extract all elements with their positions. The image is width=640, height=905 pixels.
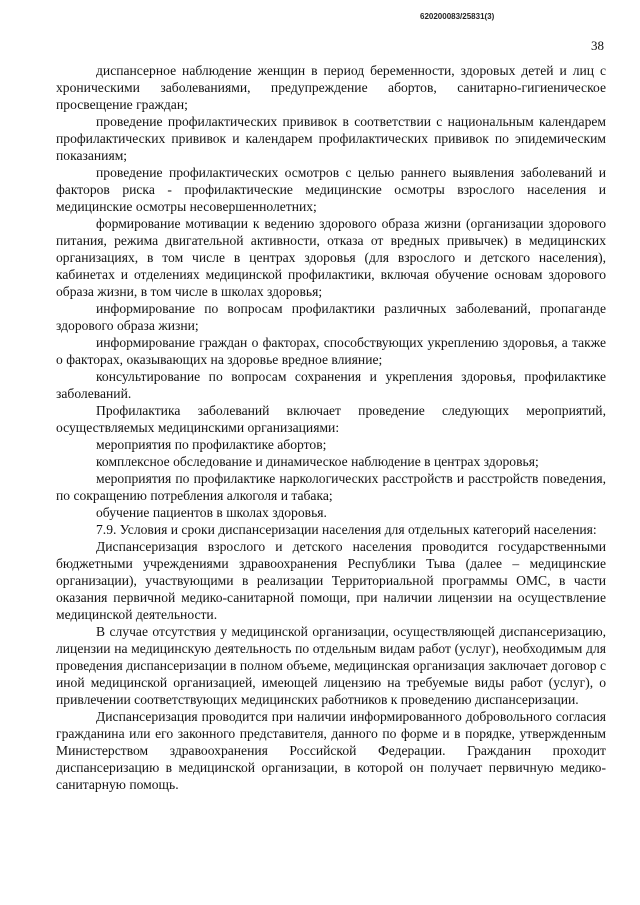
paragraph-5: информирование по вопросам профилактики различных заболеваний, пропаганде здорового образа жизни;	[56, 301, 606, 333]
paragraph-1: диспансерное наблюдение женщин в период беременности, здоровых детей и лиц с хроническими заболеваниями, предупреждение абортов, санитарно-гигиеническое просвещение граждан;	[56, 63, 606, 112]
paragraph-8: Профилактика заболеваний включает проведение следующих мероприятий, осуществляемых медицинскими организациями:	[56, 403, 606, 435]
paragraph-4: формирование мотивации к ведению здорового образа жизни (организации здорового питания, режима двигательной активности, отказа от вредных привычек) в медицинских организациях, в том числе в центрах здоровья (для взрослого и детского населения), кабинетах и отделениях медицинской профилактики, включая обучение основам здорового образа жизни, в том числе в школах здоровья;	[56, 216, 606, 299]
paragraph-3: проведение профилактических осмотров с целью раннего выявления заболеваний и факторов риска - профилактические медицинские осмотры взрослого населения и медицинские осмотры несовершеннолетних;	[56, 165, 606, 214]
document-id: 620200083/25831(3)	[420, 12, 495, 21]
paragraph-7: консультирование по вопросам сохранения и укрепления здоровья, профилактике заболеваний.	[56, 369, 606, 401]
section-7-9-heading: 7.9. Условия и сроки диспансеризации населения для отдельных категорий населения:	[96, 522, 597, 537]
paragraph-11: мероприятия по профилактике наркологических расстройств и расстройств поведения, по сокращению потребления алкоголя и табака;	[56, 471, 606, 503]
paragraph-6: информирование граждан о факторах, способствующих укреплению здоровья, а также о факторах, оказывающих на здоровье вредное влияние;	[56, 335, 606, 367]
paragraph-15: В случае отсутствия у медицинской организации, осуществляющей диспансеризацию, лицензии на медицинскую деятельность по отдельным видам работ (услуг), необходимым для проведения диспансеризации в полном объеме, медицинская организация заключает договор с иной медицинской организацией, имеющей лицензию на требуемые виды работ (услуг), о привлечении соответствующих медицинских работников к проведению диспансеризации.	[56, 624, 606, 707]
paragraph-2: проведение профилактических прививок в соответствии с национальным календарем профилактических прививок и календарем профилактических прививок по эпидемическим показаниям;	[56, 114, 606, 163]
paragraph-10: комплексное обследование и динамическое наблюдение в центрах здоровья;	[96, 454, 539, 469]
page-number: 38	[591, 38, 604, 53]
paragraph-9: мероприятия по профилактике абортов;	[96, 437, 327, 452]
document-body	[56, 62, 606, 793]
paragraph-12: обучение пациентов в школах здоровья.	[96, 505, 327, 520]
paragraph-14: Диспансеризация взрослого и детского населения проводится государственными бюджетными учреждениями здравоохранения Республики Тыва (далее – медицинские организации), участвующими в реализации Территориальной программы ОМС, в части оказания первичной медико-санитарной помощи, при наличии лицензии на осуществление медицинской деятельности.	[56, 539, 606, 622]
paragraph-16: Диспансеризация проводится при наличии информированного добровольного согласия гражданина или его законного представителя, данного по форме и в порядке, утвержденным Министерством здравоохранения Российской Федерации. Гражданин проходит диспансеризацию в медицинской организации, в которой он получает первичную медико-санитарную помощь.	[56, 709, 606, 792]
